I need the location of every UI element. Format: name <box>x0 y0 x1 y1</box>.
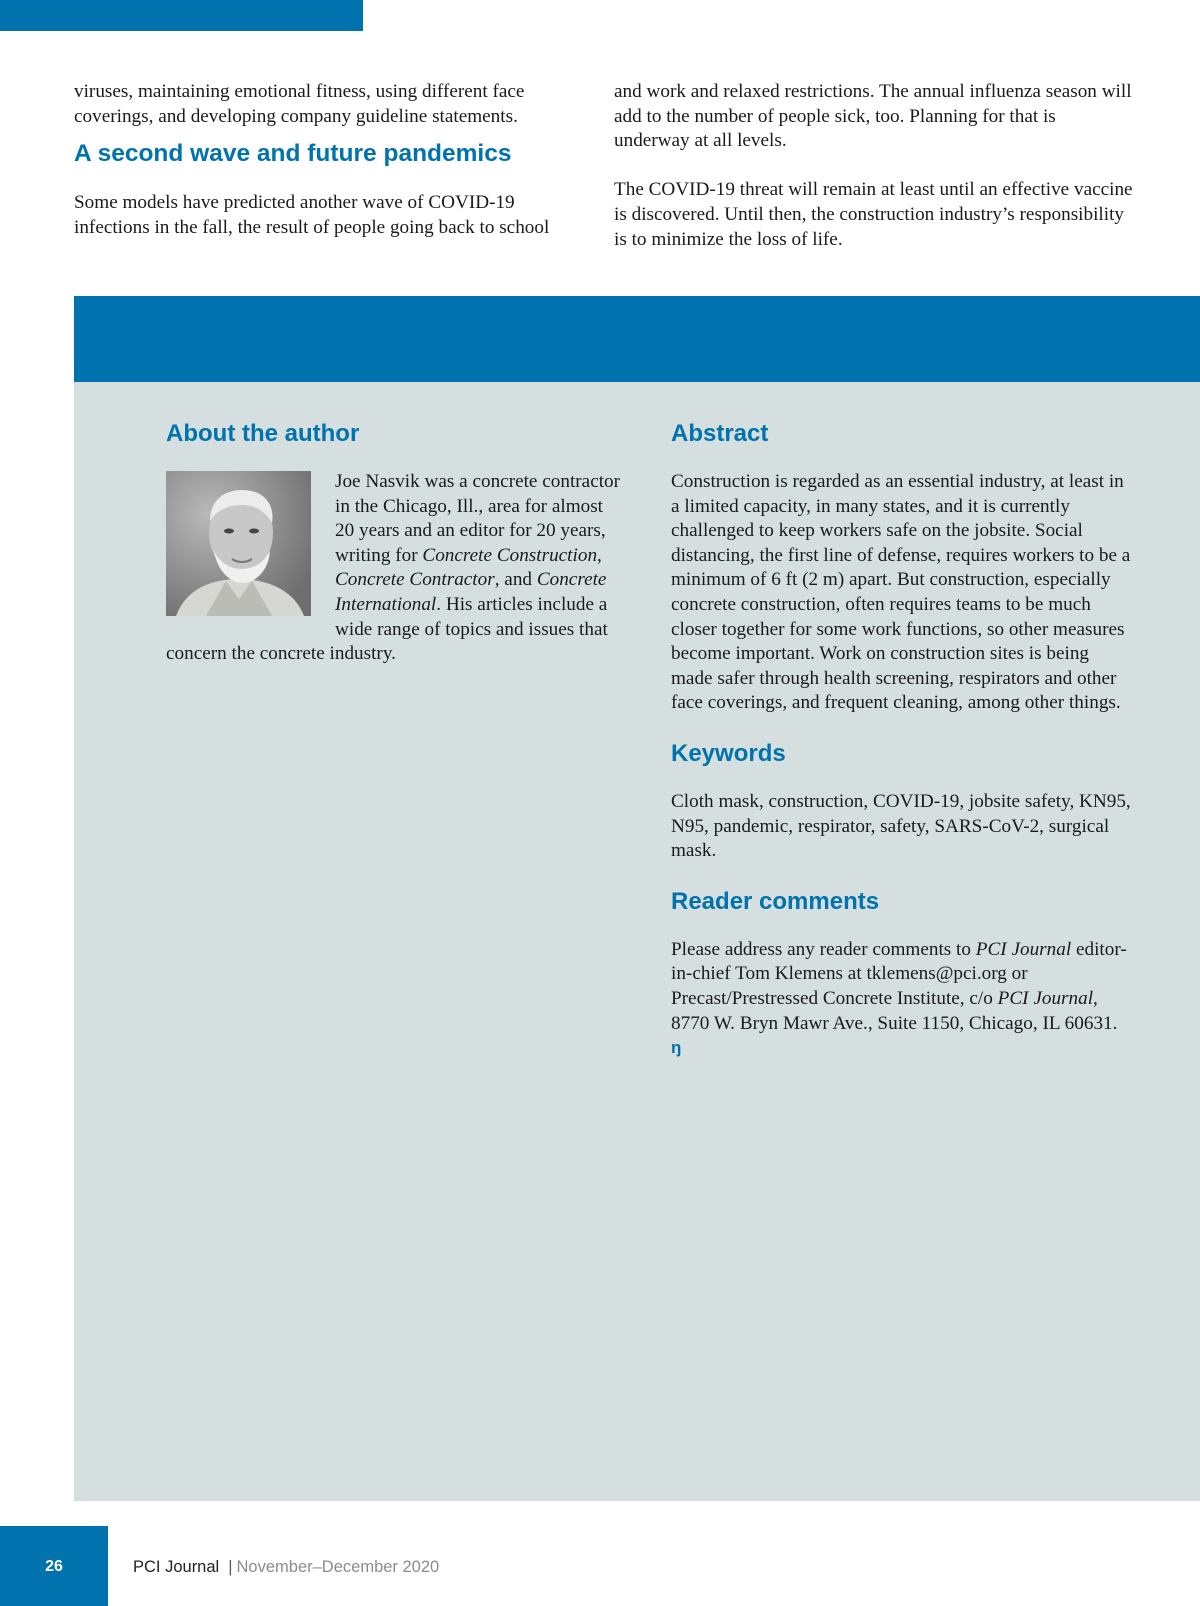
bio-sep-1: , <box>597 544 602 566</box>
body-column-left <box>74 80 594 240</box>
about-author-section <box>166 420 626 667</box>
sidebar-header-band <box>74 296 1200 382</box>
reader-comments-text <box>671 938 1131 1062</box>
comments-text-2: editor-in-chief Tom Klemens at tklemens@pci.org or Precast/Prestressed Concrete Institute, c/o <box>671 938 1127 1009</box>
top-accent-bar <box>0 0 363 31</box>
body-column-right <box>614 80 1134 252</box>
journal-name-2: PCI Journal <box>997 987 1094 1009</box>
bio-sep-2: , and <box>494 569 537 591</box>
reader-comments-heading: Reader comments <box>671 887 880 915</box>
journal-name-1: PCI Journal <box>975 938 1072 960</box>
footer-journal: PCI Journal <box>133 1558 220 1576</box>
paragraph-second-wave: Some models have predicted another wave of COVID-19 infections in the fall, the result of people going back to school <box>74 192 550 238</box>
paragraph-continued: viruses, maintaining emotional fitness, using different face coverings, and developing company guideline statements. <box>74 81 525 127</box>
publication-concrete-international: Concrete International <box>335 569 607 615</box>
author-photo <box>166 471 311 616</box>
abstract-keywords-section <box>671 420 1131 1086</box>
about-author-heading: About the author <box>166 420 360 447</box>
page-number: 26 <box>45 1558 63 1575</box>
paragraph-vaccine: The COVID-19 threat will remain at least until an effective vaccine is discovered. Until then, the construction industry’s responsibility is to minimize the loss of life. <box>614 179 1133 250</box>
comments-text-3: , 8770 W. Bryn Mawr Ave., Suite 1150, Chicago, IL 60631. <box>671 987 1118 1034</box>
bio-text-1: Joe Nasvik was a concrete contractor in the Chicago, Ill., area for almost 20 years and an editor for 20 years, writing for <box>335 471 621 566</box>
keywords-heading: Keywords <box>671 739 786 767</box>
author-portrait-icon <box>166 471 311 616</box>
abstract-text: Construction is regarded as an essential industry, at least in a limited capacity, in many states, and it is currently challenged to keep workers safe on the jobsite. Social distancing, the first line of defense, requires workers to be a minimum of 6 ft (2 m) apart. But construction, especially concrete construction, often requires teams to be much closer together for some work functions, so other measures become important. Work on construction sites is being made safer through health screening, respirators and other face coverings, and frequent cleaning, among other things. <box>671 471 1131 714</box>
footer <box>133 1558 439 1577</box>
footer-issue: November–December 2020 <box>236 1558 440 1576</box>
abstract-heading: Abstract <box>671 420 769 447</box>
paragraph-influenza: and work and relaxed restrictions. The annual influenza season will add to the number of people sick, too. Planning for that is underway at all levels. <box>614 81 1132 152</box>
section-heading-second-wave: A second wave and future pandemics <box>74 140 512 168</box>
footer-separator: | <box>228 1558 233 1576</box>
bio-text-2: . His articles include a wide range of topics and issues that concern the concrete industry. <box>166 593 608 665</box>
publication-concrete-contractor: Concrete Contractor <box>335 569 495 591</box>
comments-text-1: Please address any reader comments to <box>671 938 976 960</box>
publication-concrete-construction: Concrete Construction <box>422 544 598 566</box>
end-mark-icon: ŋ <box>671 1038 682 1058</box>
keywords-text: Cloth mask, construction, COVID-19, jobsite safety, KN95, N95, pandemic, respirator, safety, SARS-CoV-2, surgical mask. <box>671 790 1131 862</box>
